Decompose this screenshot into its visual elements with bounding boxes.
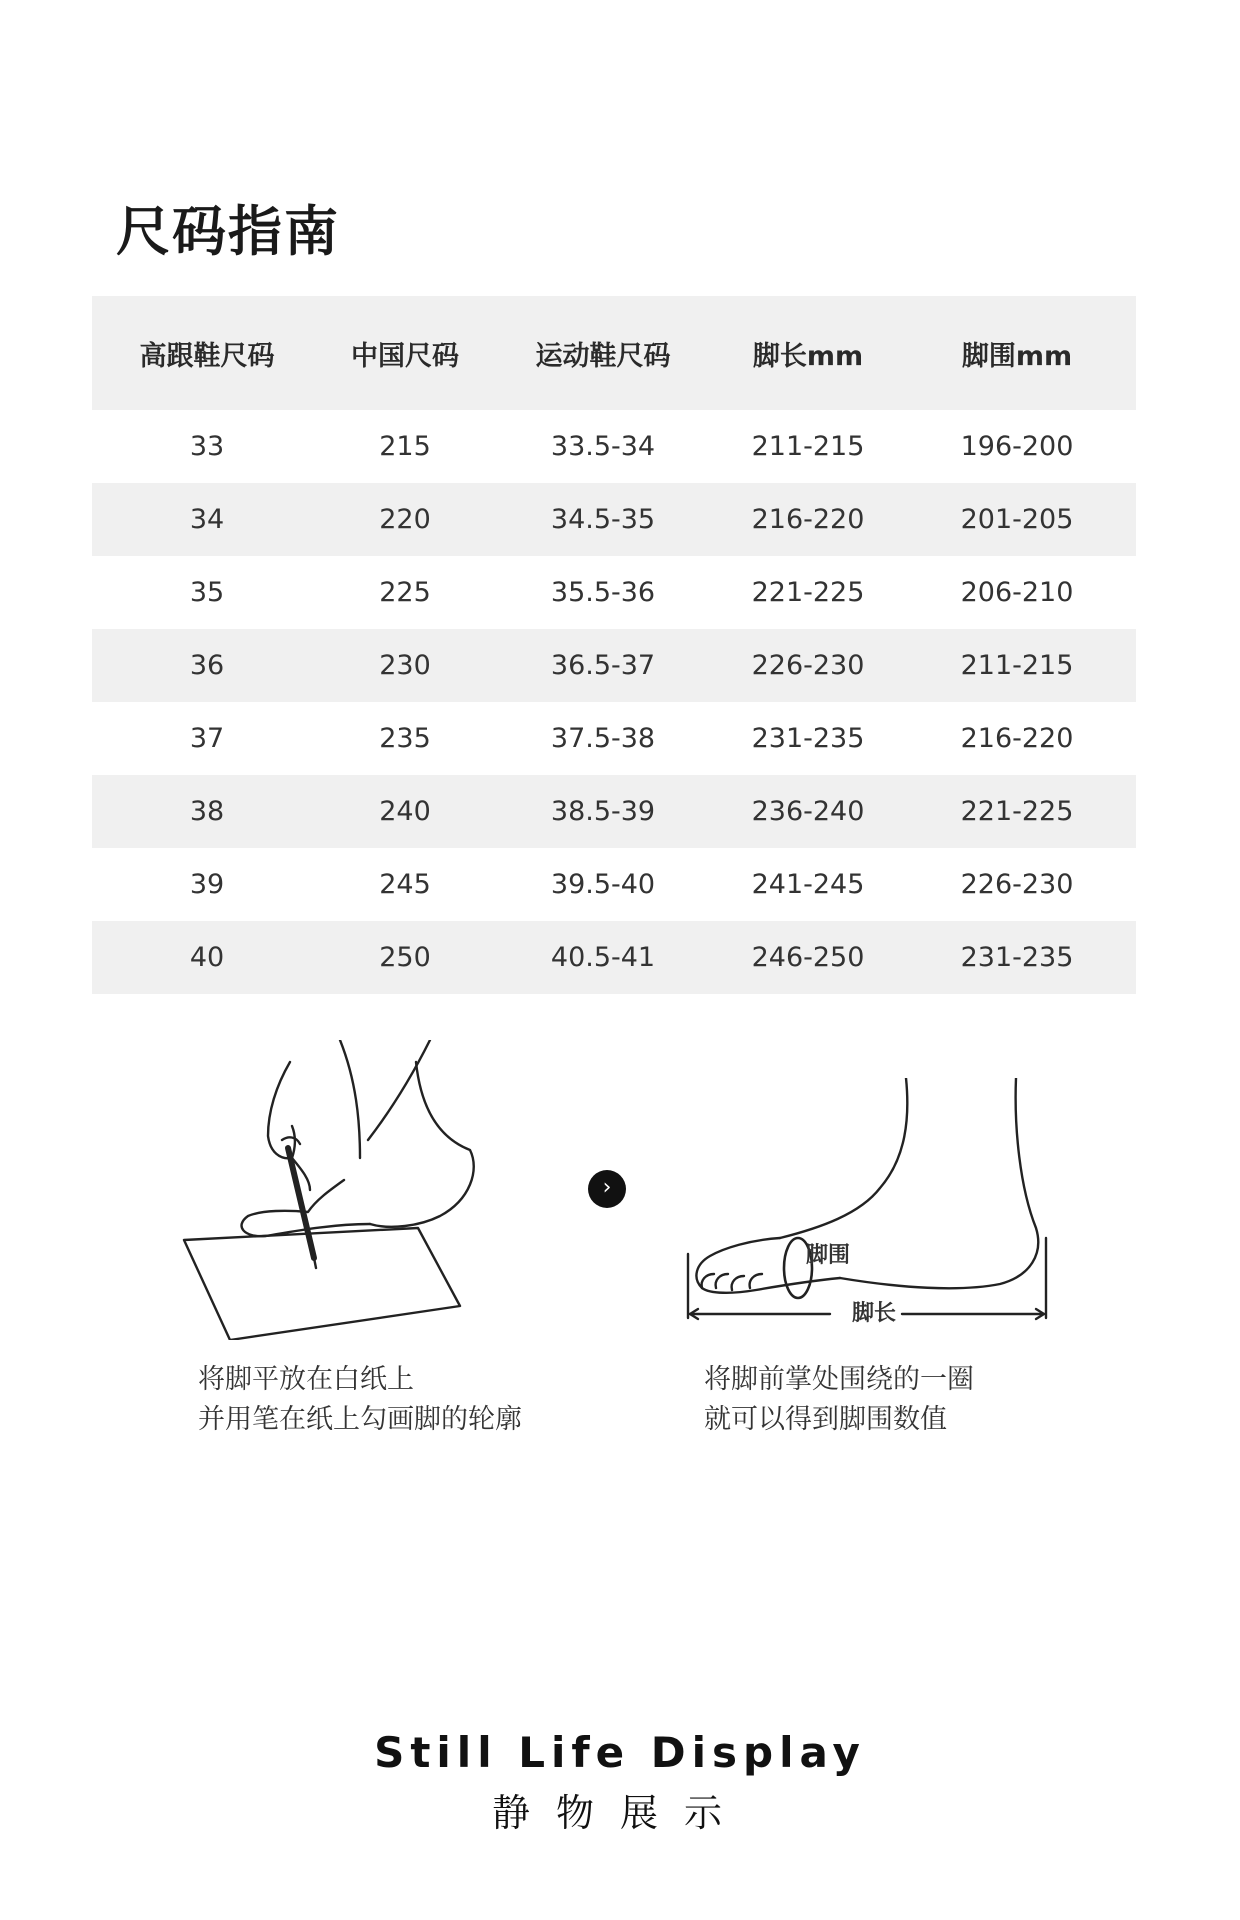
table-row: [92, 556, 1136, 629]
cell-heel-size: 36: [189, 650, 225, 681]
page-title: 尺码指南: [116, 200, 340, 263]
table-row: [92, 702, 1136, 775]
cell-foot-length: 231-235: [751, 723, 865, 754]
cell-sneaker-size: 33.5-34: [550, 431, 656, 462]
cell-heel-size: 37: [189, 723, 225, 754]
header-china-size: 中国尺码: [351, 340, 459, 372]
table-row: [92, 629, 1136, 702]
cell-heel-size: 40: [189, 942, 225, 973]
table-row: [92, 483, 1136, 556]
table-row: [92, 775, 1136, 848]
cell-china-size: 250: [379, 942, 431, 973]
cell-heel-size: 35: [189, 577, 225, 608]
table-row: [92, 848, 1136, 921]
cell-china-size: 215: [379, 431, 431, 462]
cell-sneaker-size: 34.5-35: [550, 504, 656, 535]
chevron-right-icon: ›: [602, 1175, 612, 1200]
cell-foot-length: 241-245: [751, 869, 865, 900]
cell-foot-girth: 216-220: [960, 723, 1074, 754]
cell-china-size: 230: [379, 650, 431, 681]
cell-sneaker-size: 39.5-40: [550, 869, 656, 900]
foot-length-label: 脚长: [852, 1301, 897, 1326]
foot-girth-label: 脚围: [806, 1243, 851, 1268]
brand-chinese: 静物展示: [491, 1791, 748, 1835]
cell-foot-length: 216-220: [751, 504, 865, 535]
cell-foot-girth: 201-205: [960, 504, 1074, 535]
trace-foot-illustration: [170, 1040, 550, 1340]
cell-sneaker-size: 35.5-36: [550, 577, 656, 608]
cell-sneaker-size: 40.5-41: [550, 942, 656, 973]
step1-caption: [198, 1360, 522, 1440]
cell-china-size: 240: [379, 796, 431, 827]
cell-foot-length: 211-215: [751, 431, 865, 462]
cell-heel-size: 33: [189, 431, 225, 462]
header-heel-size: 高跟鞋尺码: [139, 340, 275, 372]
next-step-arrow: [588, 1170, 626, 1208]
step2-caption-line2: 就可以得到脚围数值: [704, 1404, 947, 1435]
cell-foot-girth: 206-210: [960, 577, 1074, 608]
cell-foot-length: 226-230: [751, 650, 865, 681]
cell-foot-girth: 226-230: [960, 869, 1074, 900]
table-row: [92, 921, 1136, 994]
cell-heel-size: 39: [189, 869, 225, 900]
cell-china-size: 220: [379, 504, 431, 535]
cell-foot-girth: 211-215: [960, 650, 1074, 681]
cell-china-size: 235: [379, 723, 431, 754]
cell-heel-size: 38: [189, 796, 225, 827]
cell-heel-size: 34: [189, 504, 225, 535]
cell-sneaker-size: 37.5-38: [550, 723, 656, 754]
cell-sneaker-size: 38.5-39: [550, 796, 656, 827]
header-sneaker-size: 运动鞋尺码: [535, 340, 671, 372]
header-foot-length: 脚长mm: [752, 340, 864, 372]
table-header-row: [92, 296, 1136, 410]
step2-caption-line1: 将脚前掌处围绕的一圈: [704, 1364, 974, 1395]
cell-china-size: 225: [379, 577, 431, 608]
cell-china-size: 245: [379, 869, 431, 900]
cell-sneaker-size: 36.5-37: [550, 650, 656, 681]
cell-foot-girth: 196-200: [960, 431, 1074, 462]
cell-foot-length: 221-225: [751, 577, 865, 608]
size-table: [92, 296, 1136, 994]
table-row: [92, 410, 1136, 483]
step1-caption-line2: 并用笔在纸上勾画脚的轮廓: [198, 1404, 522, 1435]
header-foot-girth: 脚围mm: [961, 340, 1073, 372]
cell-foot-girth: 221-225: [960, 796, 1074, 827]
step2-caption: [704, 1360, 974, 1440]
cell-foot-length: 236-240: [751, 796, 865, 827]
cell-foot-girth: 231-235: [960, 942, 1074, 973]
step1-caption-line1: 将脚平放在白纸上: [198, 1364, 414, 1395]
brand-english: Still Life Display: [374, 1728, 866, 1777]
cell-foot-length: 246-250: [751, 942, 865, 973]
